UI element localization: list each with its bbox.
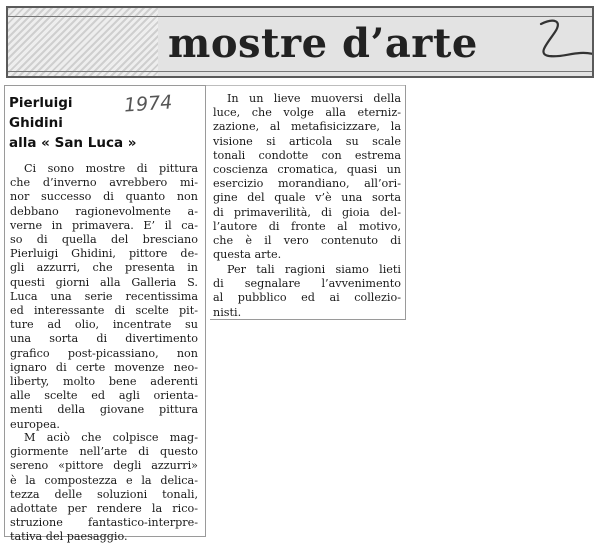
text-line: di primaverilità, di gioia del- (213, 205, 401, 219)
text-line: debbano ragionevolmente a- (10, 204, 198, 218)
right-paragraph-1 (213, 92, 401, 262)
text-line: M aciò che colpisce mag- (24, 431, 198, 444)
text-line: nisti. (213, 305, 242, 319)
text-line: che è il vero contenuto di (213, 234, 401, 248)
text-line: è la compostezza e la delica- (10, 473, 198, 487)
text-line: al pubblico ed ai collezio- (213, 291, 401, 305)
left-paragraph-1 (10, 162, 198, 432)
text-line: sereno «pittore degli azzurri» (10, 459, 198, 473)
text-line: ignaro di certe movenze neo- (10, 360, 198, 374)
text-line: luce, che volge alla eterniz- (213, 106, 401, 120)
article-headline (9, 93, 137, 153)
text-line: alle scelte ed agli orienta- (10, 389, 198, 403)
text-line: di segnalare l’avvenimento (213, 277, 401, 291)
text-line: l’autore di fronte al motivo, (213, 219, 401, 233)
text-line: so di quella del bresciano (10, 233, 198, 247)
text-line: In un lieve muoversi della (227, 92, 401, 105)
text-line: zazione, al metafisicizzare, la (213, 120, 401, 134)
headline-line: Ghidini (9, 115, 63, 131)
text-line: Luca una serie recentissima (10, 289, 198, 303)
text-line: struzione fantastico-interpre- (10, 516, 198, 530)
text-line: questi giorni alla Galleria S. (10, 275, 198, 289)
handwritten-year: 1974 (123, 91, 174, 117)
text-line: tativa del paesaggio. (10, 530, 128, 544)
text-line: tezza delle soluzioni tonali, (10, 487, 198, 501)
text-line: ture ad olio, incentrate su (10, 318, 198, 332)
text-line: Pierluigi Ghidini, pittore de- (10, 247, 198, 261)
text-line: ed interessante di scelte pit- (10, 304, 198, 318)
section-header-banner (6, 6, 594, 78)
text-line: coscienza cromatica, quasi un (213, 163, 401, 177)
text-line: questa arte. (213, 248, 282, 262)
text-line: giormente nell’arte di questo (10, 445, 198, 459)
text-line: Ci sono mostre di pittura (24, 162, 198, 175)
text-line: menti della giovane pittura (10, 403, 198, 417)
headline-line: alla « San Luca » (9, 135, 137, 151)
handwritten-mark-icon (533, 14, 594, 72)
text-line: verne in primavera. E’ il ca- (10, 218, 198, 232)
text-line: una sorta di divertimento (10, 332, 198, 346)
right-paragraph-2 (213, 263, 401, 320)
text-line: europea. (10, 417, 60, 431)
text-line: adottate per rendere la rico- (10, 502, 198, 516)
text-line: che d’inverno avrebbero mi- (10, 176, 198, 190)
text-line: visione si articola su scale (213, 134, 401, 148)
text-line: gli azzurri, che presenta in (10, 261, 198, 275)
text-line: nor successo di quanto non (10, 190, 198, 204)
text-line: tonali condotte con estrema (213, 148, 401, 162)
text-line: grafico post-picassiano, non (10, 346, 198, 360)
text-line: gine del quale v’è una sorta (213, 191, 401, 205)
text-line: esercizio morandiano, all’ori- (213, 177, 401, 191)
left-paragraph-2 (10, 431, 198, 545)
text-line: liberty, molto bene aderenti (10, 375, 198, 389)
headline-line: Pierluigi (9, 95, 73, 111)
section-title: mostre d’arte (168, 20, 478, 67)
column-divider (205, 85, 206, 537)
text-line: Per tali ragioni siamo lieti (227, 263, 401, 276)
